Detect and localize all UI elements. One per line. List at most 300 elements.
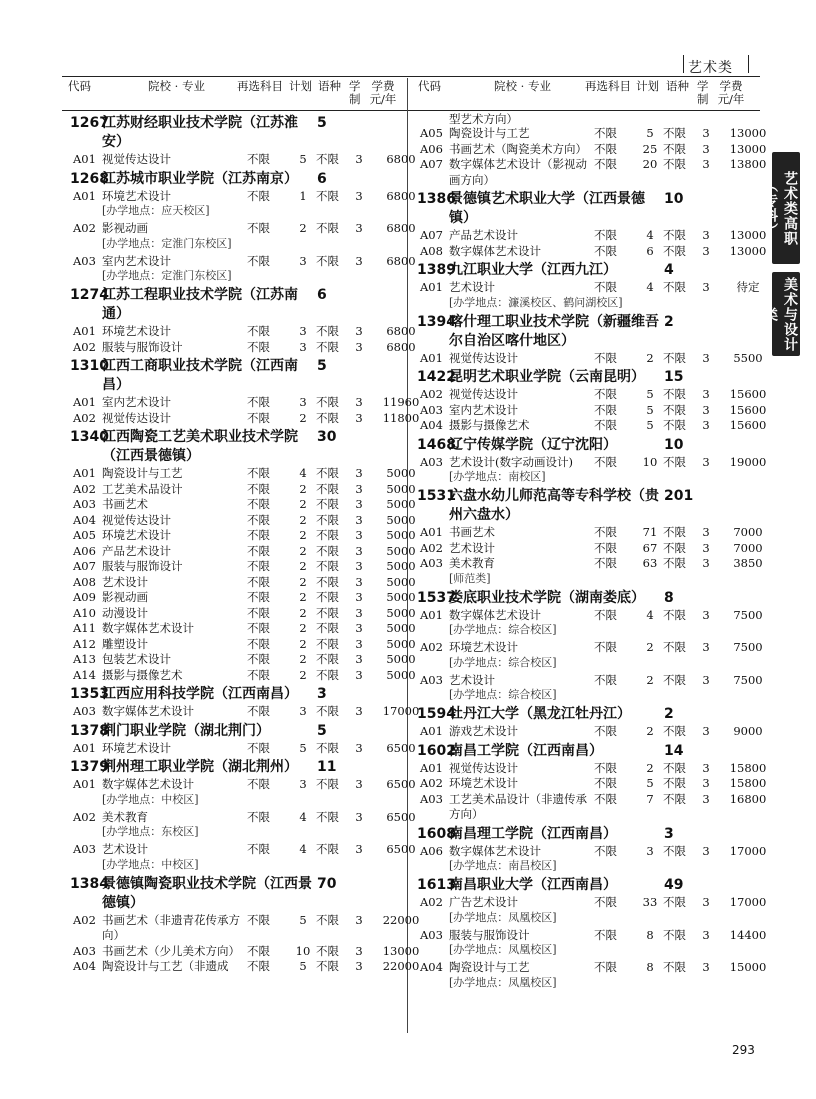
major-years: 3 bbox=[355, 636, 363, 651]
major-plan: 4 bbox=[299, 466, 307, 480]
side-tab-art-vocational[interactable]: 艺术类高职（专科） bbox=[772, 152, 800, 264]
major-row bbox=[417, 791, 767, 823]
hdr-code: 代码 bbox=[68, 79, 91, 93]
major-lang: 不限 bbox=[316, 152, 339, 166]
major-fee: 6800 bbox=[386, 339, 416, 354]
major-fee: 6800 bbox=[386, 324, 416, 338]
major-code: A07 bbox=[73, 559, 96, 573]
school-heading bbox=[417, 190, 757, 228]
major-fee: 13000 bbox=[729, 243, 767, 258]
major-row bbox=[70, 410, 420, 427]
major-lang: 不限 bbox=[663, 387, 686, 401]
major-plan: 2 bbox=[299, 667, 307, 682]
hdr-plan: 计划 bbox=[289, 79, 312, 93]
major-plan: 3 bbox=[646, 843, 654, 858]
major-years: 3 bbox=[355, 221, 363, 235]
major-name: 环境艺术设计 bbox=[102, 324, 171, 338]
school-heading bbox=[417, 261, 757, 280]
major-years: 3 bbox=[702, 387, 710, 401]
major-subject: 不限 bbox=[594, 350, 617, 365]
major-code: A02 bbox=[420, 540, 443, 555]
major-subject: 不限 bbox=[594, 243, 617, 258]
hdr-years: 学制 bbox=[349, 79, 361, 106]
major-plan: 2 bbox=[646, 760, 654, 775]
major-subject: 不限 bbox=[247, 395, 270, 409]
major-fee: 7500 bbox=[733, 607, 763, 622]
major-years: 3 bbox=[355, 605, 363, 620]
major-name: 艺术设计 bbox=[449, 280, 495, 294]
school-heading bbox=[417, 825, 757, 844]
major-row bbox=[70, 912, 420, 944]
major-fee: 13800 bbox=[729, 157, 767, 171]
school-code: 1602 bbox=[417, 742, 456, 759]
major-fee: 6800 bbox=[386, 253, 416, 268]
major-years: 3 bbox=[702, 791, 710, 806]
major-row bbox=[417, 672, 763, 689]
school-heading bbox=[417, 313, 757, 351]
major-row bbox=[70, 636, 416, 653]
major-code: A01 bbox=[73, 324, 96, 338]
major-subject: 不限 bbox=[594, 126, 617, 140]
school-name: 江苏城市职业学院（江苏南京） bbox=[102, 170, 298, 187]
major-lang: 不限 bbox=[663, 454, 686, 469]
major-name: 服装与服饰设计 bbox=[449, 927, 530, 942]
header-rule bbox=[62, 110, 760, 111]
major-years: 3 bbox=[355, 410, 363, 425]
major-lang: 不限 bbox=[663, 672, 686, 687]
major-fee: 7000 bbox=[733, 540, 763, 555]
major-plan: 2 bbox=[646, 672, 654, 687]
major-row bbox=[417, 724, 763, 740]
major-location: [师范类] bbox=[449, 571, 491, 585]
major-name: 数字媒体艺术设计 bbox=[102, 704, 194, 718]
major-subject: 不限 bbox=[594, 540, 617, 555]
major-fee: 7000 bbox=[733, 525, 763, 539]
major-row bbox=[70, 221, 416, 237]
major-fee: 15600 bbox=[729, 402, 767, 417]
major-fee: 6500 bbox=[386, 842, 416, 856]
major-name: 书画艺术（非遗青花传承方向） bbox=[102, 912, 240, 942]
major-lang: 不限 bbox=[663, 126, 686, 140]
school-name: 荆州理工职业学院（湖北荆州） bbox=[102, 759, 298, 775]
major-name: 游戏艺术设计 bbox=[449, 724, 518, 738]
major-row bbox=[417, 895, 767, 911]
major-subject: 不限 bbox=[247, 559, 270, 573]
major-row bbox=[70, 152, 416, 168]
major-code: A01 bbox=[73, 152, 96, 166]
school-code: 1379 bbox=[70, 759, 109, 775]
school-name: 景德镇陶瓷职业技术学院（江西景德镇） bbox=[102, 875, 312, 911]
major-fee: 15000 bbox=[729, 960, 767, 974]
school-heading bbox=[70, 875, 410, 913]
major-row bbox=[417, 280, 760, 296]
major-code: A08 bbox=[73, 574, 96, 589]
major-name: 广告艺术设计 bbox=[449, 895, 518, 909]
major-plan: 3 bbox=[299, 395, 307, 409]
major-plan: 2 bbox=[299, 543, 307, 558]
school-heading bbox=[417, 436, 757, 455]
school-plan: 5 bbox=[317, 115, 327, 131]
school-heading bbox=[417, 589, 757, 608]
school-name: 喀什理工职业技术学院（新疆维吾尔自治区喀什地区） bbox=[449, 313, 659, 349]
major-subject: 不限 bbox=[247, 481, 270, 496]
major-lang: 不限 bbox=[316, 528, 339, 542]
major-row bbox=[417, 387, 767, 403]
major-name: 书画艺术 bbox=[102, 497, 148, 511]
major-code: A02 bbox=[420, 895, 443, 909]
major-row bbox=[70, 590, 416, 606]
major-name: 视觉传达设计 bbox=[449, 350, 518, 365]
major-subject: 不限 bbox=[594, 418, 617, 432]
major-row bbox=[417, 760, 767, 777]
major-location: [办学地点：凤凰校区] bbox=[449, 975, 557, 989]
major-name: 产品艺术设计 bbox=[449, 228, 518, 242]
top-rule bbox=[62, 76, 760, 77]
major-code: A02 bbox=[73, 809, 96, 824]
major-fee: 5000 bbox=[386, 559, 416, 573]
major-plan: 2 bbox=[299, 512, 307, 527]
hdr-lang: 语种 bbox=[318, 79, 341, 93]
major-location: [办学地点：南校区] bbox=[449, 470, 546, 483]
major-years: 3 bbox=[355, 574, 363, 589]
major-lang: 不限 bbox=[316, 590, 339, 604]
major-code: A14 bbox=[73, 667, 96, 682]
major-row bbox=[70, 809, 416, 826]
major-plan: 5 bbox=[646, 126, 654, 140]
school-heading bbox=[70, 170, 410, 189]
major-code: A03 bbox=[420, 791, 443, 806]
major-code: A07 bbox=[420, 228, 443, 242]
school-code: 1274 bbox=[70, 287, 109, 303]
school-code: 1394 bbox=[417, 313, 456, 330]
major-name: 环境艺术设计 bbox=[102, 188, 171, 203]
major-fee: 6800 bbox=[386, 188, 416, 203]
school-heading bbox=[70, 428, 410, 466]
major-row bbox=[417, 350, 763, 367]
major-name: 影视动画 bbox=[102, 221, 148, 235]
major-lang: 不限 bbox=[316, 395, 339, 409]
major-subject: 不限 bbox=[594, 280, 617, 294]
major-subject: 不限 bbox=[594, 960, 617, 974]
major-plan: 2 bbox=[299, 621, 307, 635]
major-code: A03 bbox=[73, 704, 96, 718]
major-name: 环境艺术设计 bbox=[449, 776, 518, 790]
major-plan: 3 bbox=[299, 324, 307, 338]
major-subject: 不限 bbox=[247, 605, 270, 620]
school-name: 江西陶瓷工艺美术职业技术学院（江西景德镇） bbox=[102, 429, 298, 464]
major-years: 3 bbox=[702, 350, 710, 365]
major-plan: 2 bbox=[646, 640, 654, 654]
major-fee: 13000 bbox=[729, 126, 767, 140]
major-plan: 3 bbox=[299, 704, 307, 718]
major-plan: 33 bbox=[642, 895, 658, 909]
major-location: [办学地点：综合校区] bbox=[449, 655, 557, 669]
major-subject: 不限 bbox=[247, 188, 270, 203]
major-fee: 5000 bbox=[386, 481, 416, 496]
major-subject: 不限 bbox=[247, 959, 270, 973]
major-plan: 5 bbox=[299, 740, 307, 755]
major-name: 室内艺术设计 bbox=[102, 253, 171, 268]
major-code: A12 bbox=[73, 636, 96, 651]
school-heading bbox=[417, 705, 757, 724]
major-subject: 不限 bbox=[247, 740, 270, 755]
major-years: 3 bbox=[355, 912, 363, 927]
major-fee: 22000 bbox=[382, 912, 420, 927]
major-name: 美术教育 bbox=[102, 809, 148, 824]
major-name: 视觉传达设计 bbox=[102, 512, 171, 527]
major-fee: 15800 bbox=[729, 760, 767, 775]
major-lang: 不限 bbox=[316, 466, 339, 480]
hdr-fee: 学费 元/年 bbox=[369, 79, 397, 106]
major-code: A01 bbox=[420, 607, 443, 622]
major-name: 雕塑设计 bbox=[102, 636, 148, 651]
school-plan: 2 bbox=[664, 706, 674, 722]
major-code: A13 bbox=[73, 652, 96, 666]
continued-text: 型艺术方向） bbox=[449, 112, 518, 126]
school-plan: 3 bbox=[664, 825, 674, 842]
major-name: 摄影与摄像艺术 bbox=[449, 418, 530, 432]
major-lang: 不限 bbox=[316, 959, 339, 973]
major-subject: 不限 bbox=[247, 512, 270, 527]
major-subject: 不限 bbox=[594, 157, 617, 171]
major-row bbox=[70, 621, 416, 637]
major-lang: 不限 bbox=[663, 402, 686, 417]
major-plan: 3 bbox=[299, 777, 307, 791]
major-code: A02 bbox=[420, 640, 443, 654]
major-fee: 5000 bbox=[386, 574, 416, 589]
major-row bbox=[417, 228, 767, 244]
major-plan: 5 bbox=[646, 387, 654, 401]
school-plan: 3 bbox=[317, 686, 327, 702]
major-years: 3 bbox=[702, 760, 710, 775]
major-subject: 不限 bbox=[594, 556, 617, 570]
major-row bbox=[417, 960, 767, 976]
major-years: 3 bbox=[355, 188, 363, 203]
major-location: [办学地点：中校区] bbox=[102, 857, 199, 871]
major-lang: 不限 bbox=[663, 157, 686, 171]
major-row bbox=[417, 927, 767, 944]
major-fee: 5000 bbox=[386, 497, 416, 511]
major-name: 陶瓷设计与工艺 bbox=[449, 960, 530, 974]
major-lang: 不限 bbox=[316, 704, 339, 718]
major-name: 艺术设计(数字动画设计) bbox=[449, 454, 573, 469]
major-code: A05 bbox=[420, 126, 443, 140]
major-location: [办学地点：定淮门东校区] bbox=[102, 269, 232, 282]
major-subject: 不限 bbox=[247, 636, 270, 651]
major-subject: 不限 bbox=[594, 141, 617, 156]
school-code: 1268 bbox=[70, 170, 109, 187]
major-name: 服装与服饰设计 bbox=[102, 559, 183, 573]
major-row bbox=[417, 843, 767, 860]
major-lang: 不限 bbox=[316, 842, 339, 856]
major-lang: 不限 bbox=[316, 943, 339, 958]
major-row bbox=[70, 667, 416, 684]
major-code: A01 bbox=[73, 777, 96, 791]
major-row bbox=[70, 652, 416, 668]
major-subject: 不限 bbox=[247, 152, 270, 166]
major-years: 3 bbox=[702, 640, 710, 654]
school-heading bbox=[417, 487, 757, 525]
major-name: 视觉传达设计 bbox=[102, 152, 171, 166]
major-fee: 6800 bbox=[386, 152, 416, 166]
school-name: 娄底职业技术学院（湖南娄底） bbox=[449, 589, 645, 606]
major-subject: 不限 bbox=[247, 842, 270, 856]
major-row bbox=[417, 640, 763, 656]
major-plan: 6 bbox=[646, 243, 654, 258]
school-heading bbox=[70, 685, 410, 704]
major-plan: 2 bbox=[646, 350, 654, 365]
major-code: A02 bbox=[73, 339, 96, 354]
major-code: A04 bbox=[73, 512, 96, 527]
major-subject: 不限 bbox=[247, 912, 270, 927]
major-name: 视觉传达设计 bbox=[449, 760, 518, 775]
major-subject: 不限 bbox=[247, 528, 270, 542]
major-subject: 不限 bbox=[594, 760, 617, 775]
school-heading bbox=[70, 722, 410, 741]
major-row bbox=[70, 740, 416, 757]
major-fee: 13000 bbox=[382, 943, 420, 958]
major-years: 3 bbox=[355, 652, 363, 666]
major-code: A03 bbox=[420, 402, 443, 417]
major-name: 艺术设计 bbox=[449, 540, 495, 555]
major-plan: 20 bbox=[642, 157, 658, 171]
major-years: 3 bbox=[702, 454, 710, 469]
major-code: A03 bbox=[73, 497, 96, 511]
major-lang: 不限 bbox=[316, 559, 339, 573]
major-code: A04 bbox=[420, 960, 443, 974]
major-plan: 3 bbox=[299, 253, 307, 268]
major-lang: 不限 bbox=[316, 512, 339, 527]
school-code: 1310 bbox=[70, 358, 109, 374]
major-years: 3 bbox=[355, 621, 363, 635]
major-code: A04 bbox=[420, 418, 443, 432]
major-name: 陶瓷设计与工艺 bbox=[102, 466, 183, 480]
major-years: 3 bbox=[355, 253, 363, 268]
major-plan: 71 bbox=[642, 525, 658, 539]
major-name: 陶瓷设计与工艺（非遗成 bbox=[102, 959, 229, 973]
school-plan: 15 bbox=[664, 369, 684, 385]
major-years: 3 bbox=[702, 607, 710, 622]
major-years: 3 bbox=[702, 402, 710, 417]
major-subject: 不限 bbox=[247, 590, 270, 604]
major-plan: 5 bbox=[646, 402, 654, 417]
major-code: A06 bbox=[73, 543, 96, 558]
header-bar-left bbox=[683, 55, 684, 73]
school-heading bbox=[417, 368, 757, 387]
major-subject: 不限 bbox=[247, 777, 270, 791]
school-code: 1531 bbox=[417, 488, 456, 504]
major-lang: 不限 bbox=[663, 280, 686, 294]
major-years: 3 bbox=[355, 704, 363, 718]
major-fee: 6500 bbox=[386, 740, 416, 755]
major-lang: 不限 bbox=[316, 605, 339, 620]
major-subject: 不限 bbox=[594, 402, 617, 417]
major-years: 3 bbox=[355, 809, 363, 824]
school-name: 南昌工学院（江西南昌） bbox=[449, 742, 603, 759]
major-lang: 不限 bbox=[663, 607, 686, 622]
major-code: A01 bbox=[73, 740, 96, 755]
header-bar-right bbox=[748, 55, 749, 73]
major-fee: 11960 bbox=[382, 395, 420, 409]
major-years: 3 bbox=[355, 497, 363, 511]
major-fee: 5000 bbox=[386, 590, 416, 604]
school-plan: 70 bbox=[317, 875, 337, 892]
major-code: A01 bbox=[420, 525, 443, 539]
major-lang: 不限 bbox=[316, 221, 339, 235]
major-row bbox=[70, 574, 416, 591]
school-code: 1608 bbox=[417, 825, 456, 842]
major-lang: 不限 bbox=[663, 556, 686, 570]
major-row bbox=[70, 466, 416, 482]
major-code: A02 bbox=[73, 912, 96, 927]
school-name: 江苏财经职业技术学院（江苏淮安） bbox=[102, 115, 298, 150]
major-fee: 待定 bbox=[736, 280, 760, 294]
major-code: A01 bbox=[420, 724, 443, 738]
school-code: 1386 bbox=[417, 191, 456, 207]
major-fee: 17000 bbox=[729, 843, 767, 858]
major-plan: 2 bbox=[299, 652, 307, 666]
major-plan: 10 bbox=[295, 943, 311, 958]
major-plan: 2 bbox=[299, 221, 307, 235]
major-lang: 不限 bbox=[316, 777, 339, 791]
major-subject: 不限 bbox=[594, 724, 617, 738]
major-code: A02 bbox=[73, 481, 96, 496]
major-subject: 不限 bbox=[247, 943, 270, 958]
major-years: 3 bbox=[702, 157, 710, 171]
major-years: 3 bbox=[702, 724, 710, 738]
side-tab-design[interactable]: 美术与设计类 bbox=[772, 272, 800, 356]
major-years: 3 bbox=[355, 943, 363, 958]
major-plan: 5 bbox=[646, 418, 654, 432]
major-location: [办学地点：南昌校区] bbox=[449, 859, 557, 872]
major-name: 书画艺术（陶瓷美术方向） bbox=[449, 141, 587, 156]
major-name: 工艺美术品设计（非遗传承方向） bbox=[449, 791, 587, 821]
major-years: 3 bbox=[702, 228, 710, 242]
school-plan: 5 bbox=[317, 358, 327, 374]
major-fee: 3850 bbox=[733, 556, 763, 570]
hdr-code-r: 代码 bbox=[418, 79, 441, 93]
major-plan: 4 bbox=[646, 607, 654, 622]
major-fee: 5000 bbox=[386, 621, 416, 635]
major-fee: 22000 bbox=[382, 959, 420, 973]
major-plan: 2 bbox=[299, 605, 307, 620]
major-subject: 不限 bbox=[247, 704, 270, 718]
hdr-fee-r: 学费 元/年 bbox=[717, 79, 745, 106]
school-name: 昆明艺术职业学院（云南昆明） bbox=[449, 369, 645, 385]
major-lang: 不限 bbox=[663, 960, 686, 974]
school-name: 南昌理工学院（江西南昌） bbox=[449, 825, 617, 842]
major-row bbox=[417, 126, 767, 142]
major-plan: 2 bbox=[299, 590, 307, 604]
major-lang: 不限 bbox=[316, 339, 339, 354]
major-plan: 5 bbox=[299, 959, 307, 973]
major-subject: 不限 bbox=[594, 843, 617, 858]
major-lang: 不限 bbox=[316, 497, 339, 511]
major-plan: 4 bbox=[646, 228, 654, 242]
major-subject: 不限 bbox=[594, 895, 617, 909]
page-number: 293 bbox=[732, 1043, 755, 1057]
major-subject: 不限 bbox=[594, 607, 617, 622]
major-subject: 不限 bbox=[594, 927, 617, 942]
major-fee: 6800 bbox=[386, 221, 416, 235]
major-plan: 2 bbox=[646, 724, 654, 738]
major-subject: 不限 bbox=[594, 525, 617, 539]
major-code: A01 bbox=[420, 350, 443, 365]
hdr-school-r: 院校 · 专业 bbox=[494, 79, 551, 93]
school-name: 九江职业大学（江西九江） bbox=[449, 262, 617, 278]
major-location: [办学地点：濂溪校区、鹤问湖校区] bbox=[449, 295, 623, 309]
major-fee: 15600 bbox=[729, 387, 767, 401]
